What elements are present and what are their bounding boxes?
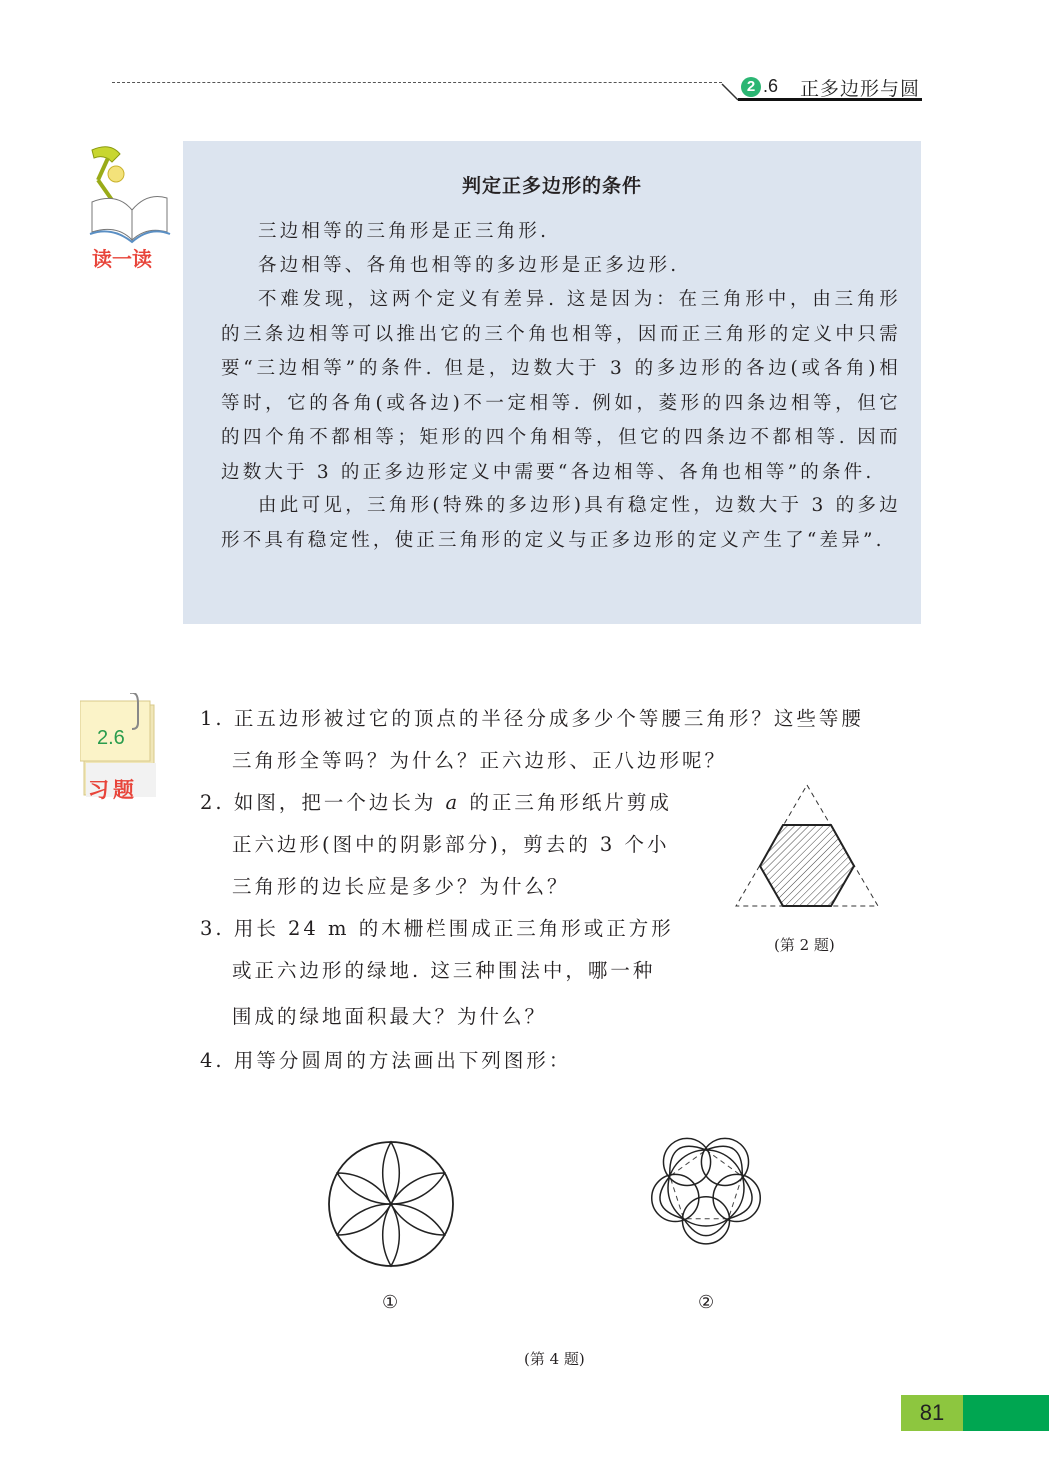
exercise-label: 习题: [88, 778, 138, 802]
reading-box-title: 判定正多边形的条件: [461, 175, 642, 197]
exercise-1-line2: 三角形全等吗？为什么？正六边形、正八边形呢？: [232, 749, 728, 772]
header-dashed-line: [112, 82, 722, 83]
page-color-bar: [963, 1395, 1049, 1431]
exercise-text: 如图，把一个边长为: [233, 791, 446, 814]
outer-petal: [728, 1176, 752, 1218]
figure-2-hexagon-in-triangle: [732, 782, 882, 912]
exercise-3-line3: 围成的绿地面积最大？为什么？: [232, 1005, 548, 1028]
exercise-3: [200, 908, 674, 950]
edge-circle: [682, 1197, 729, 1244]
center-circle: [668, 1150, 744, 1226]
page-number: 81: [901, 1395, 963, 1431]
figure-2-caption: (第 2 题): [774, 936, 835, 954]
exercise-number: 2.: [200, 791, 225, 814]
figure-4-label-2: ②: [698, 1292, 715, 1313]
exercise-text: 正五边形被过它的顶点的半径分成多少个等腰三角形？这些等腰: [233, 707, 864, 730]
exercise-4: [200, 1040, 571, 1082]
exercise-3-line2: 或正六边形的绿地. 这三种围法中，哪一种: [232, 959, 656, 982]
figure-4-label-1: ①: [382, 1292, 399, 1313]
variable-a: a: [445, 791, 461, 814]
exercise-2: [200, 782, 672, 824]
figure-4-2-arcs: [614, 1098, 798, 1268]
read-section-label: 读一读: [92, 247, 152, 271]
exercise-2-line2: 正六边形(图中的阴影部分)，剪去的 3 个小: [232, 833, 670, 856]
exercise-2-line3: 三角形的边长应是多少？为什么？: [232, 875, 570, 898]
figure-4-1-flower: [326, 1139, 456, 1269]
exercise-text: 用等分圆周的方法画出下列图形：: [233, 1049, 572, 1072]
exercise-1: [200, 698, 864, 740]
figure-4-caption: (第 4 题): [524, 1350, 585, 1368]
exercise-number: 4.: [200, 1049, 225, 1072]
outer-petal: [684, 1219, 729, 1236]
reading-box: [183, 141, 921, 624]
chapter-badge: 2: [741, 77, 761, 97]
reading-lamp-book-icon: [62, 140, 172, 250]
exercise-number: 1.: [200, 707, 225, 730]
exercise-set-number: 2.6: [97, 727, 125, 749]
section-title: 正多边形与圆: [800, 78, 921, 100]
section-number: .6: [763, 76, 779, 96]
exercise-text: 用长 24 m 的木栅栏围成正三角形或正方形: [233, 917, 674, 940]
exercise-number: 3.: [200, 917, 225, 940]
reading-paragraph: 各边相等、各角也相等的多边形是正多边形.: [258, 255, 680, 276]
reading-paragraph: 三边相等的三角形是正三角形.: [258, 221, 550, 242]
reading-paragraph: 由此可见，三角形(特殊的多边形)具有稳定性，边数大于 3 的多边形不具有稳定性，使正三角形的定义与正多边形的定义产生了“差异”.: [221, 495, 901, 551]
exercise-text: 的正三角形纸片剪成: [460, 791, 672, 814]
reading-paragraph: 不难发现，这两个定义有差异. 这是因为：在三角形中，由三角形的三条边相等可以推出它的三个角也相等，因而正三角形的定义中只需要“三边相等”的条件. 但是，边数大于 3 的多边形的各边(或各角)相等时，它的各角(或各边)不一定相等. 例如，菱形的四条边相等，但它的四个角不都相等；矩形的四个角相等，但它的四条边不都相等. 因而边数大于 3 的正多边形定义中需要“各边相等、各角也相等”的条件.: [221, 289, 901, 483]
